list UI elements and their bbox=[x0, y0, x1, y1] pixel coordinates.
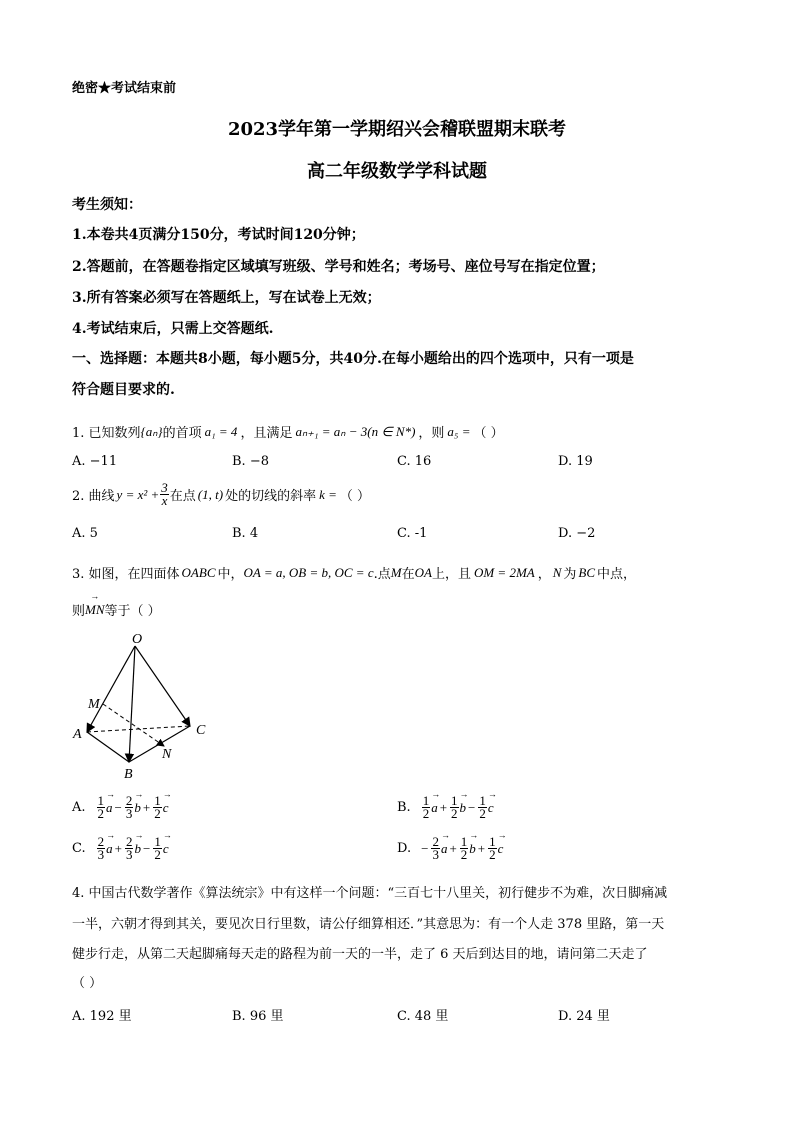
notice-heading: 考生须知： bbox=[72, 197, 142, 213]
q2-point: (1, t) bbox=[197, 486, 224, 502]
q4-option-d: D. 24 里 bbox=[558, 1009, 610, 1024]
q2-option-d: D. −2 bbox=[558, 526, 596, 541]
q3b-num-2: 1 bbox=[451, 793, 458, 808]
label-o: O bbox=[132, 632, 143, 647]
q4-line-2: 一半，六朝才得到其关，要见次日行里数，请公仔细算相还．”其意思为：有一个人走 378 里路，第一天 bbox=[72, 917, 665, 932]
q3d-sign-2: + bbox=[477, 840, 486, 856]
q2-text-2: 处的切线的斜率 bbox=[225, 489, 317, 504]
notice-item-3: 3.所有答案必须写在答题纸上，写在试卷上无效； bbox=[72, 290, 381, 306]
section-heading-line2: 符合题目要求的. bbox=[72, 382, 175, 398]
q3-condition: OM = 2MA bbox=[473, 564, 535, 580]
q3-point-m: M bbox=[390, 564, 402, 580]
q3d-num-2: 1 bbox=[460, 834, 468, 849]
q3c-sign-2: − bbox=[142, 840, 151, 856]
q3-option-d bbox=[397, 836, 503, 861]
q3a-sign-2: + bbox=[142, 799, 151, 815]
label-m: M bbox=[88, 697, 100, 712]
q3-text-1: 3. 如图，在四面体 bbox=[72, 567, 180, 582]
q3c-sign-1: + bbox=[114, 840, 122, 856]
q1-option-a: A. −11 bbox=[72, 454, 118, 469]
q3c-vec-3: → c bbox=[163, 841, 169, 857]
q2-answer-blank: （ ） bbox=[339, 489, 371, 504]
q3-option-d-label: D. bbox=[397, 841, 412, 856]
q3-text-10: 等于（ ） bbox=[104, 604, 161, 619]
q3b-den-2: 2 bbox=[451, 806, 458, 821]
q3a-den-2: 3 bbox=[125, 806, 133, 821]
q1-option-d: D. 19 bbox=[558, 454, 593, 469]
q3c-vec-1: → a bbox=[106, 841, 113, 857]
q3c-num-2: 2 bbox=[125, 834, 133, 849]
q3a-num-3: 1 bbox=[154, 793, 161, 808]
edge-oa bbox=[87, 646, 135, 732]
notice-item-4: 4.考试结束后，只需上交答题纸. bbox=[72, 321, 274, 337]
exam-title: 2023学年第一学期绍兴会稽联盟期末联考 bbox=[227, 119, 567, 140]
notice-item-1: 1.本卷共4页满分150分，考试时间120分钟； bbox=[72, 227, 365, 243]
notice-item-2: 2.答题前，在答题卷指定区域填写班级、学号和姓名；考场号、座位号写在指定位置； bbox=[72, 259, 605, 275]
q3-text-3: .点 bbox=[373, 567, 391, 582]
q3b-sign-1: + bbox=[439, 799, 448, 815]
question-3-line-2 bbox=[72, 600, 161, 619]
q3b-vec-1: → a bbox=[431, 800, 438, 816]
tetrahedron-figure bbox=[70, 628, 220, 783]
q2-prefix: 2. 曲线 bbox=[72, 489, 115, 504]
q3d-leading-sign: − bbox=[421, 840, 429, 856]
q3b-num-3: 1 bbox=[479, 793, 486, 808]
q2-option-c: C. -1 bbox=[397, 526, 428, 541]
q2-option-a: A. 5 bbox=[72, 526, 98, 541]
question-1 bbox=[72, 422, 504, 441]
q3-option-a bbox=[72, 795, 169, 820]
q3-option-c-label: C. bbox=[72, 841, 86, 856]
q4-line-1: 4. 中国古代数学著作《算法统宗》中有这样一个问题：“三百七十八里关，初行健步不为难，次日脚痛减 bbox=[72, 886, 668, 901]
q3a-vec-2: → b bbox=[134, 800, 141, 816]
q3a-num-2: 2 bbox=[125, 793, 133, 808]
edge-bc bbox=[129, 726, 190, 762]
q3b-vec-2: → b bbox=[460, 800, 467, 816]
q3b-sign-2: − bbox=[468, 799, 476, 815]
vector-mn bbox=[103, 704, 164, 746]
q3b-frac-3 bbox=[478, 795, 487, 820]
q3d-frac-3 bbox=[488, 836, 497, 861]
q3d-frac-1 bbox=[431, 836, 440, 861]
q3b-num-1: 1 bbox=[422, 793, 430, 808]
q3a-vec-1: → a bbox=[106, 800, 113, 816]
q3-option-c bbox=[72, 836, 169, 861]
edge-ob bbox=[129, 646, 135, 762]
question-3-line-1 bbox=[72, 563, 636, 582]
q3d-num-1: 2 bbox=[432, 834, 439, 849]
q1-condition-1: a₁ = 4 bbox=[204, 423, 238, 439]
q3-tetrahedron: OABC bbox=[181, 564, 216, 580]
q3c-num-3: 1 bbox=[154, 834, 161, 849]
q3-text-4: 在 bbox=[401, 567, 415, 582]
q3a-sign-1: − bbox=[114, 799, 122, 815]
q3b-frac-2 bbox=[450, 795, 459, 820]
q3b-frac-1 bbox=[422, 795, 431, 820]
q3c-num-1: 2 bbox=[97, 834, 105, 849]
q3d-den-1: 3 bbox=[432, 847, 439, 862]
q3-text-8: 中点， bbox=[597, 567, 637, 582]
q3-text-6: ， bbox=[537, 567, 551, 582]
q3d-den-2: 2 bbox=[460, 847, 468, 862]
confidential-label: 绝密★考试结束前 bbox=[72, 81, 177, 96]
q3b-den-3: 2 bbox=[479, 806, 486, 821]
q3d-vec-2: → b bbox=[469, 841, 476, 857]
q3-option-a-label: A. bbox=[72, 800, 86, 815]
q3-segment-bc: BC bbox=[578, 564, 596, 580]
q2-fraction bbox=[160, 482, 169, 507]
q3c-den-2: 3 bbox=[125, 847, 133, 862]
q1-text-1: 的首项 bbox=[162, 426, 202, 441]
edge-ab bbox=[87, 732, 129, 762]
edge-oc bbox=[135, 646, 190, 726]
q2-function: y = x² + bbox=[116, 486, 160, 502]
q1-condition-2: aₙ₊₁ = aₙ − 3(n ∈ N*) bbox=[295, 423, 416, 439]
q3d-den-3: 2 bbox=[489, 847, 496, 862]
q4-option-c: C. 48 里 bbox=[397, 1009, 449, 1024]
q2-slope: k = bbox=[319, 486, 337, 502]
q3a-num-1: 1 bbox=[97, 793, 105, 808]
section-heading-line1: 一、选择题：本题共8小题，每小题5分，共40分.在每小题给出的四个选项中，只有一项是 bbox=[72, 351, 634, 367]
exam-subtitle: 高二年级数学学科试题 bbox=[307, 161, 487, 182]
q3-text-5: 上，且 bbox=[431, 567, 471, 582]
q1-text-3: ，则 bbox=[418, 426, 445, 441]
q2-frac-den: x bbox=[161, 493, 168, 508]
label-c: C bbox=[196, 723, 206, 738]
q3d-frac-2 bbox=[460, 836, 469, 861]
q3-option-b bbox=[397, 795, 494, 820]
q3-text-9: 则 bbox=[72, 604, 86, 619]
q1-sequence: {aₙ} bbox=[140, 423, 163, 439]
q3d-num-3: 1 bbox=[489, 834, 496, 849]
q3b-den-1: 2 bbox=[422, 806, 430, 821]
q1-prefix: 1. 已知数列 bbox=[72, 426, 141, 441]
q3d-vec-1: → a bbox=[441, 841, 448, 857]
q3c-frac-3 bbox=[153, 836, 162, 861]
q1-target: a₅ = bbox=[447, 423, 471, 439]
q3-segment-oa: OA bbox=[414, 564, 432, 580]
q3-vector-mn: → MN bbox=[85, 602, 105, 618]
q2-frac-num: 3 bbox=[161, 480, 168, 495]
q3-text-7: 为 bbox=[563, 567, 577, 582]
q3-text-2: 中， bbox=[217, 567, 244, 582]
q1-option-b: B. −8 bbox=[232, 454, 269, 469]
q3a-frac-3 bbox=[153, 795, 162, 820]
q3a-vec-3: → c bbox=[163, 800, 169, 816]
q3d-sign-1: + bbox=[449, 840, 457, 856]
q3-point-n: N bbox=[552, 564, 562, 580]
q3b-vec-3: → c bbox=[488, 800, 494, 816]
q4-option-a: A. 192 里 bbox=[72, 1009, 132, 1024]
q3c-den-3: 2 bbox=[154, 847, 161, 862]
q4-line-4: （ ） bbox=[72, 976, 103, 991]
q3-vectors: OA = a, OB = b, OC = c bbox=[243, 564, 374, 580]
q3c-frac-1 bbox=[97, 836, 106, 861]
label-n: N bbox=[162, 747, 172, 762]
q3a-frac-1 bbox=[97, 795, 106, 820]
q3a-den-3: 2 bbox=[154, 806, 161, 821]
q4-line-3: 健步行走，从第二天起脚痛每天走的路程为前一天的一半，走了 6 天后到达目的地，请问第二天走了 bbox=[72, 947, 648, 962]
q1-answer-blank: （ ） bbox=[473, 426, 504, 441]
q1-option-c: C. 16 bbox=[397, 454, 432, 469]
q3c-frac-2 bbox=[125, 836, 134, 861]
q3a-frac-2 bbox=[125, 795, 134, 820]
q3-option-b-label: B. bbox=[397, 800, 411, 815]
q3a-den-1: 2 bbox=[97, 806, 105, 821]
question-2 bbox=[72, 482, 370, 507]
q4-option-b: B. 96 里 bbox=[232, 1009, 284, 1024]
q3c-vec-2: → b bbox=[134, 841, 141, 857]
q3d-vec-3: → c bbox=[498, 841, 504, 857]
q2-text-1: 在点 bbox=[169, 489, 196, 504]
q3c-den-1: 3 bbox=[97, 847, 105, 862]
q1-text-2: ，且满足 bbox=[240, 426, 293, 441]
q2-option-b: B. 4 bbox=[232, 526, 259, 541]
label-b: B bbox=[124, 767, 133, 782]
label-a: A bbox=[73, 727, 82, 742]
